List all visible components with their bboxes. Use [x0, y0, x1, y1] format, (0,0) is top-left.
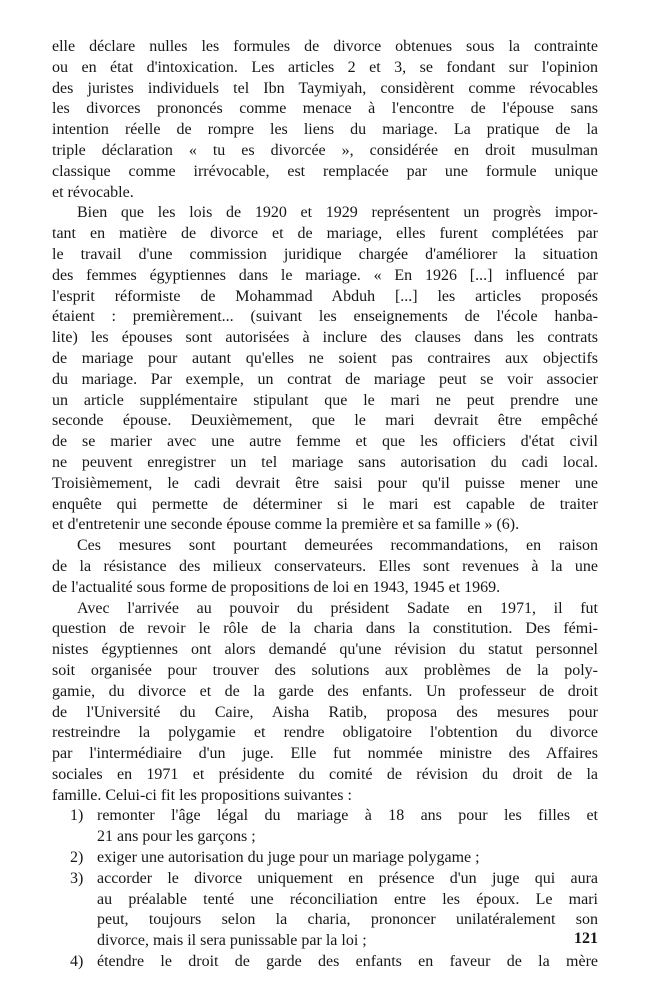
text-line: de se marier avec une autre femme et que les officiers d'état civil [52, 433, 598, 451]
page-number: 121 [574, 930, 598, 947]
text-line [52, 848, 598, 869]
text-line: au préalable tenté une réconciliation entre les époux. Le mari [97, 890, 598, 908]
paragraph [52, 203, 598, 536]
text-line: ne peuvent enregistrer un tel mariage sans autorisation du cadi local. [52, 453, 598, 471]
text-line: tant en matière de divorce et de mariage, elles furent complétées par [52, 225, 598, 243]
text-line: seconde épouse. Deuxièmement, que le mari devrait être empêché [52, 412, 598, 430]
text-line: étaient : premièrement... (suivant les enseignements de l'école hanba- [52, 308, 598, 326]
text-line: gamie, du divorce et de la garde des enfants. Un professeur de droit [52, 682, 598, 700]
text-line: un article supplémentaire stipulant que le mari ne peut prendre une [52, 391, 598, 409]
list-number: 4) [70, 953, 84, 971]
text-line: de l'actualité sous forme de propositions de loi en 1943, 1945 et 1969. [52, 578, 501, 596]
text-line: enquête qui permette de déterminer si le mari est capable de traiter [52, 495, 598, 513]
text-line: Bien que les lois de 1920 et 1929 représentent un progrès impor- [77, 204, 598, 222]
text-line [52, 869, 598, 890]
list-item [52, 869, 598, 952]
text-line: du mariage. Par exemple, un contrat de mariage peut se voir associer [52, 370, 598, 388]
text-line: famille. Celui-ci fit les propositions suivantes : [52, 786, 352, 804]
text-line: peut, toujours selon la charia, prononcer unilatéralement son [97, 911, 598, 929]
body-text [52, 37, 598, 973]
text-line: de l'Université du Caire, Aisha Ratib, proposa des mesures pour [52, 703, 598, 721]
list-text: exiger une autorisation du juge pour un mariage polygame ; [97, 849, 480, 867]
text-line: les divorces prononcés comme menace à l'encontre de l'épouse sans [52, 100, 598, 118]
text-line: des juristes individuels tel Ibn Taymiyah, considèrent comme révocables [52, 79, 598, 97]
text-line: ou en état d'intoxication. Les articles 2 et 3, se fondant sur l'opinion [52, 58, 598, 76]
text-line: de la résistance des milieux conservateurs. Elles sont revenues à la une [52, 557, 598, 575]
text-line: Avec l'arrivée au pouvoir du président Sadate en 1971, il fut [77, 599, 598, 617]
paragraph [52, 536, 598, 598]
text-line: le travail d'une commission juridique chargée d'améliorer la situation [52, 245, 598, 263]
text-line: et d'entretenir une seconde épouse comme la première et sa famille » (6). [52, 516, 520, 534]
text-line: l'esprit réformiste de Mohammad Abduh [...] les articles proposés [52, 287, 598, 305]
paragraph [52, 37, 598, 203]
text-line: nistes égyptiennes ont alors demandé qu'une révision du statut personnel [52, 641, 598, 659]
text-line: de mariage pour autant qu'elles ne soient pas contraires aux objectifs [52, 349, 598, 367]
list-text: étendre le droit de garde des enfants en faveur de la mère [97, 953, 598, 971]
text-line: et révocable. [52, 183, 134, 201]
list-item [52, 848, 598, 869]
text-line: intention réelle de rompre les liens du mariage. La pratique de la [52, 121, 598, 139]
text-line: par l'intermédiaire d'un juge. Elle fut nommée ministre des Affaires [52, 745, 598, 763]
text-line [52, 806, 598, 827]
text-line: des femmes égyptiennes dans le mariage. « En 1926 [...] influencé par [52, 266, 598, 284]
text-line: classique comme irrévocable, est remplacée par une formule unique [52, 162, 598, 180]
text-line: 21 ans pour les garçons ; [97, 828, 256, 846]
text-line: elle déclare nulles les formules de divorce obtenues sous la contrainte [52, 38, 598, 55]
text-line [52, 952, 598, 973]
text-line: sociales en 1971 et présidente du comité de révision du droit de la [52, 765, 598, 783]
text-line: lite) les épouses sont autorisées à inclure des clauses dans les contrats [52, 329, 598, 347]
text-line: divorce, mais il sera punissable par la loi ; [97, 932, 367, 950]
text-line: restreindre la polygamie et rendre obligatoire l'obtention du divorce [52, 724, 598, 742]
text-line: soit organisée pour trouver des solutions aux problèmes de la poly- [52, 661, 598, 679]
list-number: 1) [70, 807, 84, 825]
text-line: Troisièmement, le cadi devrait être saisi pour qu'il puisse mener une [52, 474, 598, 492]
list-item [52, 806, 598, 848]
list-number: 2) [70, 849, 84, 867]
list-text: remonter l'âge légal du mariage à 18 ans pour les filles et [97, 807, 598, 825]
text-line: triple déclaration « tu es divorcée », considérée en droit musulman [52, 141, 598, 159]
text-line: Ces mesures sont pourtant demeurées recommandations, en raison [77, 537, 598, 555]
text-line: question de revoir le rôle de la charia dans la constitution. Des fémi- [52, 620, 598, 638]
paragraph [52, 599, 598, 807]
list-number: 3) [70, 869, 84, 887]
list-item [52, 952, 598, 973]
list-text: accorder le divorce uniquement en présence d'un juge qui aura [97, 869, 598, 887]
